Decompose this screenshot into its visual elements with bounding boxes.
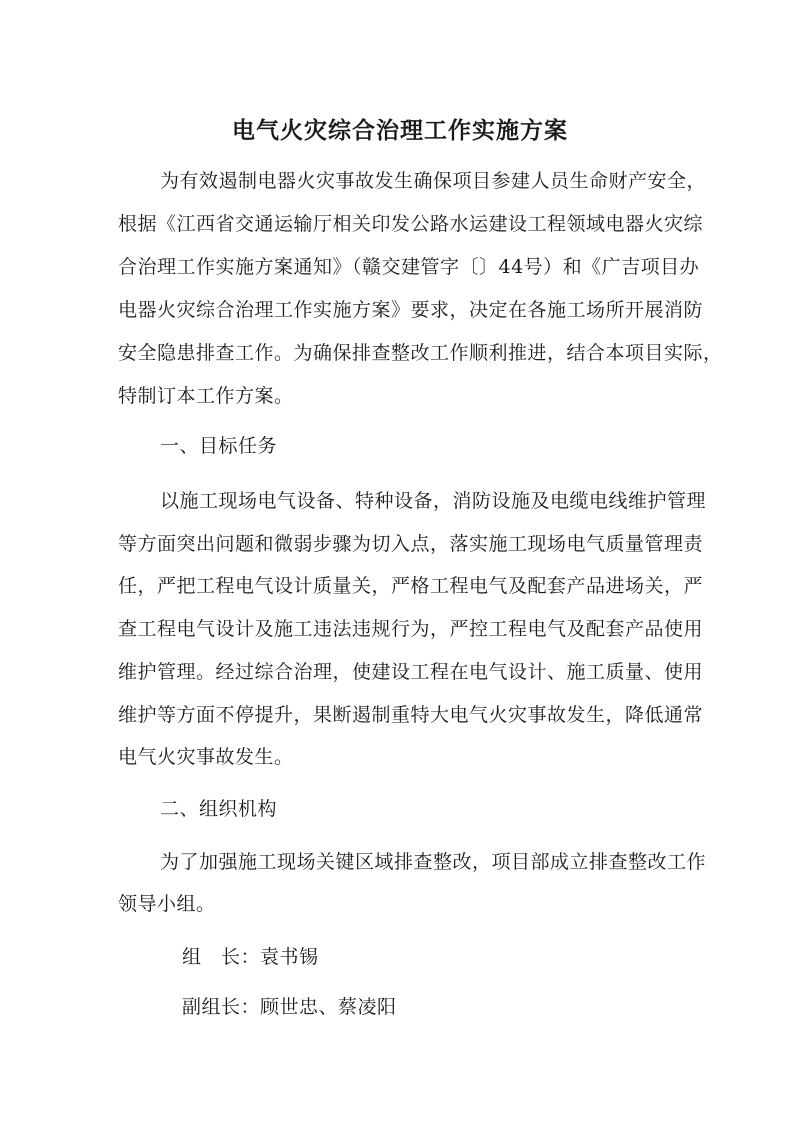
goals-line-2: 等方面突出问题和微弱步骤为切入点，落实施工现场电气质量管理责: [118, 533, 704, 555]
intro-line-6: 特制订本工作方案。: [118, 385, 294, 407]
section-heading-organization: 二、组织机构: [160, 798, 278, 820]
goals-line-5: 维护管理。经过综合治理，使建设工程在电气设计、施工质量、使用: [118, 661, 704, 683]
intro-line-4: 电器火灾综合治理工作实施方案》要求，决定在各施工场所开展消防: [118, 299, 704, 321]
goals-line-7: 电气火灾事故发生。: [118, 746, 294, 768]
member-deputy-leader: 副组长：顾世忠、蔡凌阳: [182, 996, 397, 1018]
member-leader: 组 长：袁书锡: [182, 946, 319, 968]
intro-line-3: 合治理工作实施方案通知》（赣交建管字〔〕44号）和《广吉项目办: [118, 256, 700, 278]
document-title: 电气火灾综合治理工作实施方案: [232, 117, 568, 144]
goals-line-1: 以施工现场电气设备、特种设备，消防设施及电缆电线维护管理: [160, 490, 707, 512]
goals-line-3: 任，严把工程电气设计质量关，严格工程电气及配套产品进场关，严: [118, 575, 704, 597]
section-heading-goals: 一、目标任务: [160, 435, 278, 457]
intro-line-5: 安全隐患排查工作。为确保排查整改工作顺利推进，结合本项目实际，: [118, 342, 723, 364]
goals-line-4: 查工程电气设计及施工违法违规行为，严控工程电气及配套产品使用: [118, 618, 704, 640]
goals-line-6: 维护等方面不停提升，果断遏制重特大电气火灾事故发生，降低通常: [118, 704, 704, 726]
organization-line-2: 领导小组。: [118, 893, 216, 915]
intro-line-1: 为有效遏制电器火灾事故发生确保项目参建人员生命财产安全，: [160, 170, 707, 192]
intro-line-2: 根据《江西省交通运输厅相关印发公路水运建设工程领域电器火灾综: [118, 213, 704, 235]
organization-line-1: 为了加强施工现场关键区域排查整改，项目部成立排查整改工作: [160, 851, 707, 873]
